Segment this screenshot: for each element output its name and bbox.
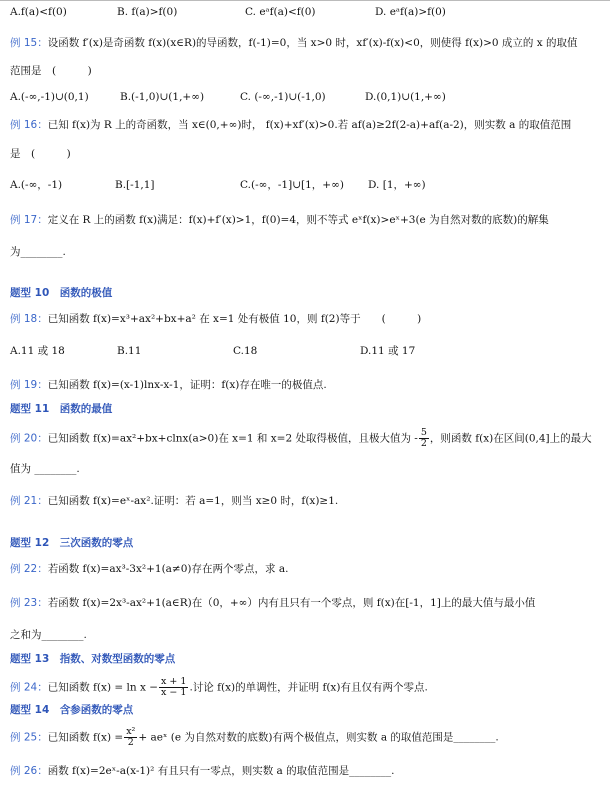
ex15-option-b: B.(-1,0)∪(1,+∞): [120, 91, 205, 103]
top-option-a: A.f(a)<f(0): [10, 6, 67, 18]
example-label: 例 22：: [10, 563, 48, 575]
ex18-option-c: C.18: [233, 345, 258, 357]
question-text: 设函数 f′(x)是奇函数 f(x)(x∈R)的导函数，f(-1)=0，当 x>0 时，xf′(x)-f(x)<0，则使得 f(x)>0 成立的 x 的取值: [47, 37, 578, 49]
ex18-option-a: A.11 或 18: [10, 345, 65, 357]
top-option-b: B. f(a)>f(0): [117, 6, 178, 18]
top-option-c: C. eᵃf(a)<f(0): [245, 6, 316, 18]
example-20: [10, 428, 592, 449]
ex16-option-b: B.[-1,1]: [115, 179, 155, 191]
example-21: [10, 494, 338, 509]
question-text: 已知函数 f(x)=(x-1)lnx-x-1，证明：f(x)存在唯一的极值点.: [47, 379, 327, 391]
ex15-option-c: C. (-∞,-1)∪(-1,0): [240, 91, 326, 103]
fraction-denominator: x − 1: [161, 687, 187, 698]
fraction-numerator: x + 1: [161, 676, 187, 687]
fraction-numerator: 5: [420, 427, 427, 438]
example-label: 例 25：: [10, 731, 48, 744]
example-label: 例 24：: [10, 681, 48, 694]
top-divider: [0, 0, 610, 1]
question-text: 已知函数 f(x)=eˣ-ax².证明：若 a=1，则当 x≥0 时，f(x)≥1.: [47, 495, 339, 507]
ex16-option-a: A.(-∞，-1): [10, 179, 63, 191]
fraction-denominator: 2: [420, 438, 427, 449]
example-17: [10, 213, 549, 228]
ex15-option-d: D.(0,1)∪(1,+∞): [365, 91, 446, 103]
example-label: 例 26：: [10, 765, 48, 777]
question-text: 已知 f(x)为 R 上的奇函数，当 x∈(0,+∞)时， f(x)+xf′(x)>0.若 af(a)≥2f(2-a)+af(a-2)，则实数 a 的取值范围: [47, 119, 572, 131]
example-label: 例 18：: [10, 313, 48, 325]
example-label: 例 19：: [10, 379, 48, 391]
fraction-numerator: x²: [126, 726, 136, 737]
example-15: [10, 36, 578, 51]
example-16: [10, 118, 571, 133]
question-text: 已知函数 f(x)=x³+ax²+bx+a² 在 x=1 处有极值 10，则 f(2)等于 ( ): [47, 313, 422, 325]
example-label: 例 21：: [10, 495, 48, 507]
ex16-option-d: D. [1，+∞): [368, 179, 426, 191]
ex18-option-b: B.11: [117, 345, 142, 357]
top-option-d: D. eᵃf(a)>f(0): [375, 6, 446, 18]
ex15-option-a: A.(-∞,-1)∪(0,1): [10, 91, 89, 103]
fraction-denominator: 2: [127, 737, 134, 748]
section-title-10: 题型 10 函数的极值: [10, 287, 113, 299]
question-text: 已知函数 f(x) = ln x −: [47, 681, 159, 694]
ex18-option-d: D.11 或 17: [360, 345, 416, 357]
section-title-14: 题型 14 含参函数的零点: [10, 704, 134, 716]
example-16-cont: 是 ( ): [10, 148, 71, 160]
section-title-12: 题型 12 三次函数的零点: [10, 537, 134, 549]
example-label: 例 16：: [10, 119, 48, 131]
example-15-cont: 范围是 ( ): [10, 65, 92, 77]
question-text: 若函数 f(x)=2x³-ax²+1(a∈R)在（0，+∞）内有且只有一个零点，则 f(x)在[-1，1]上的最大值与最小值: [47, 597, 536, 609]
question-text: 已知函数 f(x) =: [47, 731, 124, 744]
fraction: [419, 428, 429, 449]
ex16-option-c: C.(-∞，-1]∪[1，+∞): [240, 179, 344, 191]
section-title-13: 题型 13 指数、对数型函数的零点: [10, 653, 176, 665]
example-22: [10, 562, 288, 577]
example-20-cont: 值为 ________.: [10, 463, 80, 475]
example-24: [10, 677, 428, 698]
fraction: [159, 677, 188, 698]
question-text: 定义在 R 上的函数 f(x)满足：f(x)+f′(x)>1，f(0)=4，则不等式 eˣf(x)>eˣ+3(e 为自然对数的底数)的解集: [47, 214, 549, 226]
example-23-cont: 之和为________.: [10, 629, 87, 641]
example-26: [10, 764, 394, 779]
example-25: [10, 727, 499, 748]
question-text-end: ，则函数 f(x)在区间(0,4]上的最大: [429, 432, 592, 445]
question-text: 函数 f(x)=2eˣ-a(x-1)² 有且只有一零点，则实数 a 的取值范围是________.: [47, 765, 395, 777]
question-text: 若函数 f(x)=ax³-3x²+1(a≠0)存在两个零点，求 a.: [47, 563, 289, 575]
example-label: 例 15：: [10, 37, 48, 49]
example-18: [10, 312, 421, 327]
example-17-cont: 为________.: [10, 246, 66, 258]
example-label: 例 20：: [10, 432, 48, 445]
section-title-11: 题型 11 函数的最值: [10, 403, 113, 415]
example-19: [10, 378, 327, 393]
question-text: 已知函数 f(x)=ax²+bx+clnx(a>0)在 x=1 和 x=2 处取得极值，且极大值为 -: [47, 432, 418, 445]
example-label: 例 17：: [10, 214, 48, 226]
example-label: 例 23：: [10, 597, 48, 609]
question-text-end: .讨论 f(x)的单调性，并证明 f(x)有且仅有两个零点.: [189, 681, 428, 694]
question-text-end: + aeˣ (e 为自然对数的底数)有两个极值点，则实数 a 的取值范围是________.: [138, 731, 499, 744]
fraction: [124, 727, 137, 748]
example-23: [10, 596, 535, 611]
